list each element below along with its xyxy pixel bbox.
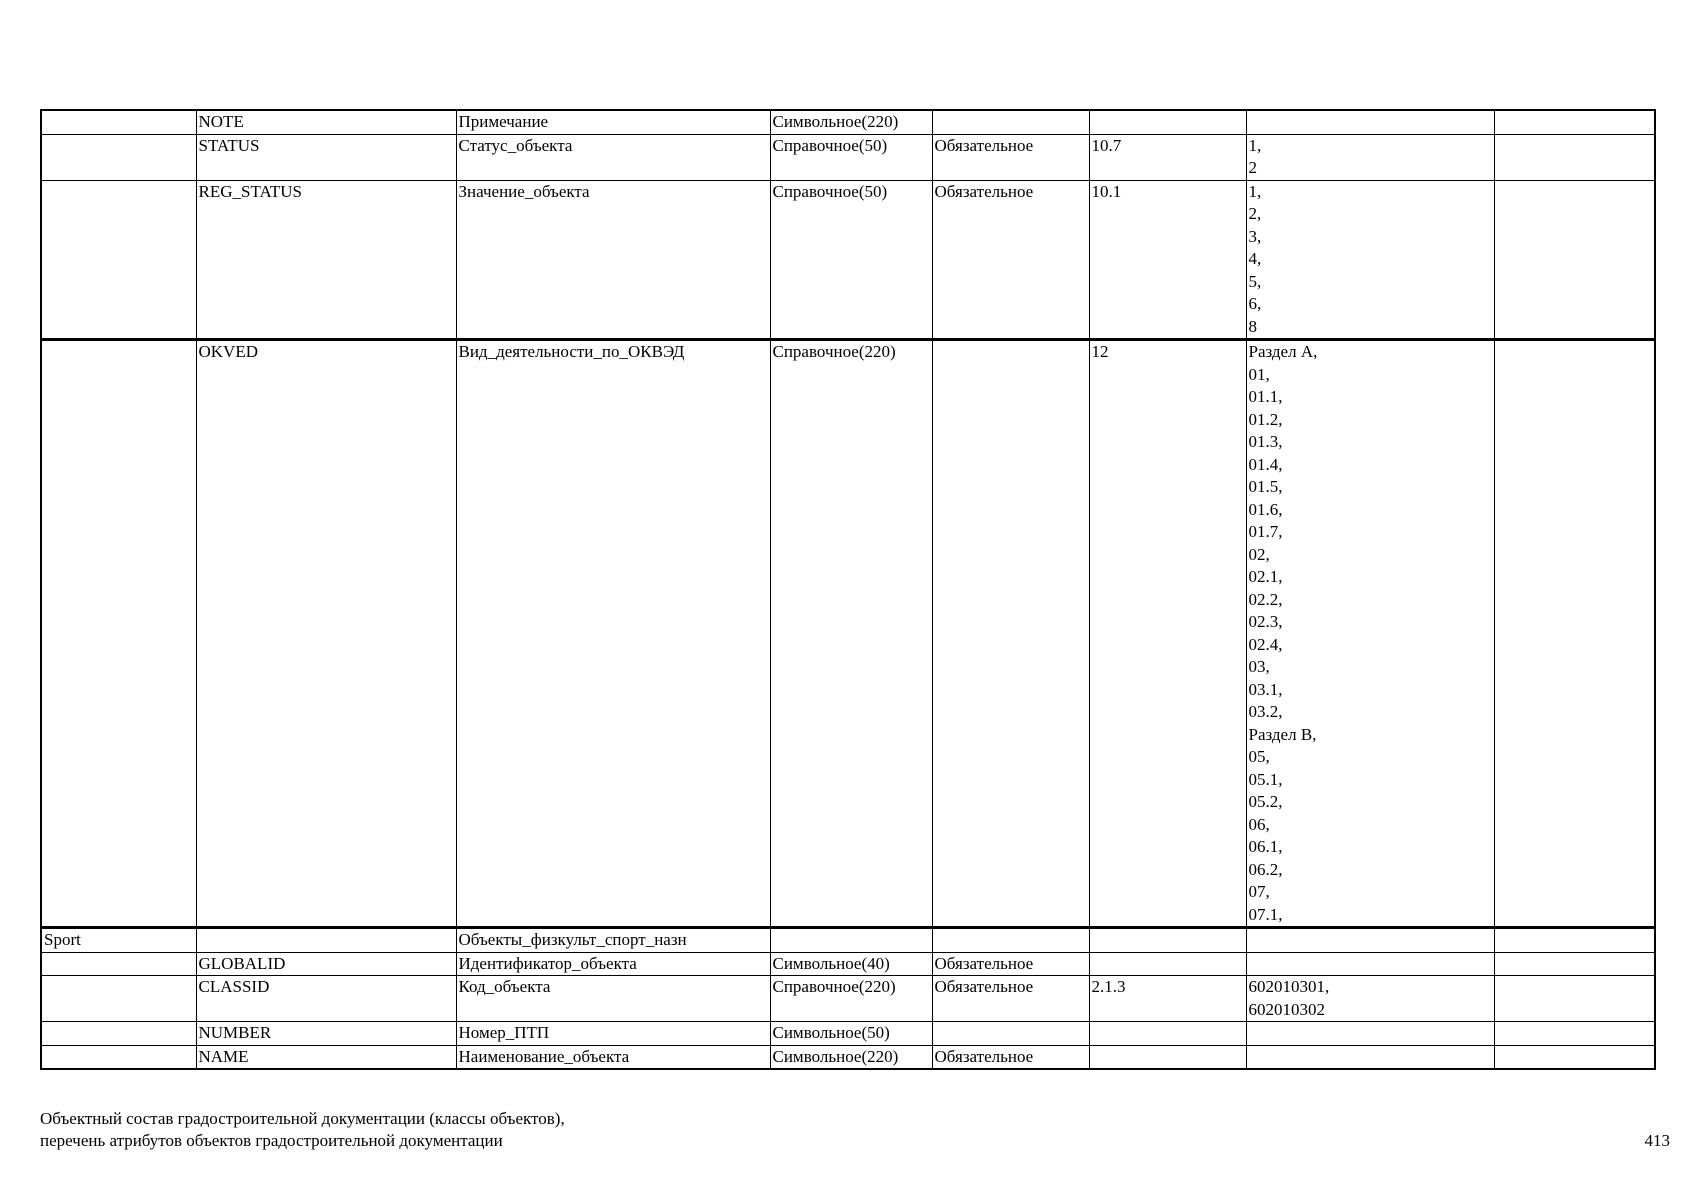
- table-body: [41, 110, 1655, 1069]
- field-alias-cell: Номер_ПТП: [456, 1022, 770, 1046]
- allowed-value: 05.1,: [1248, 769, 1283, 789]
- table-row: [41, 1022, 1655, 1046]
- allowed-values-cell: [1246, 952, 1494, 976]
- note-cell: [1494, 1045, 1655, 1069]
- field-name-cell: REG_STATUS: [196, 180, 456, 340]
- table-row: [41, 952, 1655, 976]
- reference-cell: 10.7: [1089, 134, 1246, 180]
- reference-cell: 2.1.3: [1089, 976, 1246, 1022]
- allowed-value: 02.3,: [1248, 612, 1283, 631]
- class-name-cell: Sport: [41, 928, 196, 953]
- footer-line-2: перечень атрибутов объектов градостроительной документации: [40, 1131, 503, 1150]
- allowed-value: 1,: [1248, 135, 1262, 155]
- field-name-cell: [196, 928, 456, 953]
- allowed-value: 02,: [1248, 544, 1270, 564]
- field-alias-cell: Вид_деятельности_по_ОКВЭД: [456, 340, 770, 928]
- field-name-cell: NOTE: [196, 110, 456, 134]
- field-type-cell: Справочное(50): [770, 134, 932, 180]
- page-number: 413: [1644, 1131, 1670, 1150]
- allowed-value: 02.2,: [1248, 589, 1283, 609]
- field-name-cell: OKVED: [196, 340, 456, 928]
- class-name-cell: [41, 1022, 196, 1046]
- allowed-value: 2,: [1248, 204, 1262, 223]
- reference-cell: 10.1: [1089, 180, 1246, 340]
- reference-cell: [1089, 928, 1246, 953]
- allowed-value: 03,: [1248, 657, 1270, 676]
- allowed-value: 602010301,: [1248, 977, 1330, 996]
- field-name-cell: NAME: [196, 1045, 456, 1069]
- field-alias-cell: Значение_объекта: [456, 180, 770, 340]
- allowed-value: 02.4,: [1248, 634, 1283, 654]
- allowed-values-cell: [1246, 180, 1494, 340]
- field-alias-cell: Объекты_физкульт_спорт_назн: [456, 928, 770, 953]
- note-cell: [1494, 180, 1655, 340]
- field-alias-cell: Наименование_объекта: [456, 1045, 770, 1069]
- allowed-value: Раздел A,: [1248, 342, 1318, 361]
- field-type-cell: Символьное(40): [770, 952, 932, 976]
- allowed-value: 2: [1248, 158, 1257, 177]
- class-name-cell: [41, 180, 196, 340]
- allowed-value: 07,: [1248, 882, 1270, 901]
- allowed-value: 01.3,: [1248, 432, 1283, 451]
- field-name-cell: CLASSID: [196, 976, 456, 1022]
- allowed-value: 01,: [1248, 364, 1270, 384]
- allowed-value: 01.6,: [1248, 499, 1283, 519]
- allowed-value: 01.1,: [1248, 387, 1283, 406]
- field-name-cell: NUMBER: [196, 1022, 456, 1046]
- field-type-cell: [770, 928, 932, 953]
- table-row: [41, 976, 1655, 1022]
- field-type-cell: Символьное(220): [770, 1045, 932, 1069]
- field-type-cell: Справочное(220): [770, 976, 932, 1022]
- note-cell: [1494, 110, 1655, 134]
- allowed-value: 6,: [1248, 294, 1262, 313]
- allowed-values-cell: [1246, 976, 1494, 1022]
- allowed-value: 06,: [1248, 814, 1270, 834]
- allowed-value: Раздел B,: [1248, 724, 1317, 744]
- allowed-value: 02.1,: [1248, 567, 1283, 586]
- field-name-cell: STATUS: [196, 134, 456, 180]
- allowed-value: 05.2,: [1248, 792, 1283, 811]
- footer-line-1: Объектный состав градостроительной документации (классы объектов),: [40, 1109, 565, 1128]
- table-row: [41, 340, 1655, 928]
- field-type-cell: Справочное(220): [770, 340, 932, 928]
- allowed-value: 602010302: [1248, 999, 1325, 1019]
- allowed-value: 06.1,: [1248, 837, 1283, 856]
- allowed-value: 01.4,: [1248, 454, 1283, 474]
- allowed-values-cell: [1246, 110, 1494, 134]
- class-name-cell: [41, 952, 196, 976]
- reference-cell: 12: [1089, 340, 1246, 928]
- field-alias-cell: Идентификатор_объекта: [456, 952, 770, 976]
- field-type-cell: Справочное(50): [770, 180, 932, 340]
- required-cell: Обязательное: [932, 180, 1089, 340]
- allowed-value: 01.7,: [1248, 522, 1283, 541]
- allowed-value: 3,: [1248, 226, 1262, 246]
- page-footer: [40, 1108, 565, 1152]
- note-cell: [1494, 976, 1655, 1022]
- class-name-cell: [41, 340, 196, 928]
- allowed-value: 06.2,: [1248, 859, 1283, 879]
- table-row: [41, 928, 1655, 953]
- class-name-cell: [41, 134, 196, 180]
- required-cell: Обязательное: [932, 1045, 1089, 1069]
- attributes-table: [40, 109, 1656, 1070]
- table-row: [41, 180, 1655, 340]
- reference-cell: [1089, 110, 1246, 134]
- note-cell: [1494, 952, 1655, 976]
- allowed-values-cell: [1246, 1045, 1494, 1069]
- reference-cell: [1089, 952, 1246, 976]
- note-cell: [1494, 928, 1655, 953]
- allowed-value: 01.5,: [1248, 477, 1283, 496]
- allowed-values-cell: [1246, 340, 1494, 928]
- allowed-values-cell: [1246, 1022, 1494, 1046]
- class-name-cell: [41, 976, 196, 1022]
- required-cell: [932, 110, 1089, 134]
- allowed-value: 03.2,: [1248, 702, 1283, 721]
- allowed-values-cell: [1246, 928, 1494, 953]
- allowed-value: 03.1,: [1248, 679, 1283, 699]
- field-type-cell: Символьное(220): [770, 110, 932, 134]
- field-alias-cell: Примечание: [456, 110, 770, 134]
- note-cell: [1494, 340, 1655, 928]
- required-cell: [932, 1022, 1089, 1046]
- field-name-cell: GLOBALID: [196, 952, 456, 976]
- allowed-value: 8: [1248, 316, 1257, 336]
- allowed-value: 1,: [1248, 181, 1262, 201]
- required-cell: [932, 928, 1089, 953]
- note-cell: [1494, 1022, 1655, 1046]
- required-cell: Обязательное: [932, 134, 1089, 180]
- required-cell: [932, 340, 1089, 928]
- required-cell: Обязательное: [932, 952, 1089, 976]
- field-alias-cell: Код_объекта: [456, 976, 770, 1022]
- field-alias-cell: Статус_объекта: [456, 134, 770, 180]
- reference-cell: [1089, 1022, 1246, 1046]
- required-cell: Обязательное: [932, 976, 1089, 1022]
- allowed-value: 5,: [1248, 271, 1262, 291]
- table-row: [41, 134, 1655, 180]
- class-name-cell: [41, 110, 196, 134]
- allowed-values-cell: [1246, 134, 1494, 180]
- class-name-cell: [41, 1045, 196, 1069]
- field-type-cell: Символьное(50): [770, 1022, 932, 1046]
- note-cell: [1494, 134, 1655, 180]
- allowed-value: 4,: [1248, 249, 1262, 268]
- reference-cell: [1089, 1045, 1246, 1069]
- allowed-value: 05,: [1248, 747, 1270, 766]
- allowed-value: 07.1,: [1248, 904, 1283, 924]
- table-row: [41, 1045, 1655, 1069]
- allowed-value: 01.2,: [1248, 409, 1283, 429]
- table-row: [41, 110, 1655, 134]
